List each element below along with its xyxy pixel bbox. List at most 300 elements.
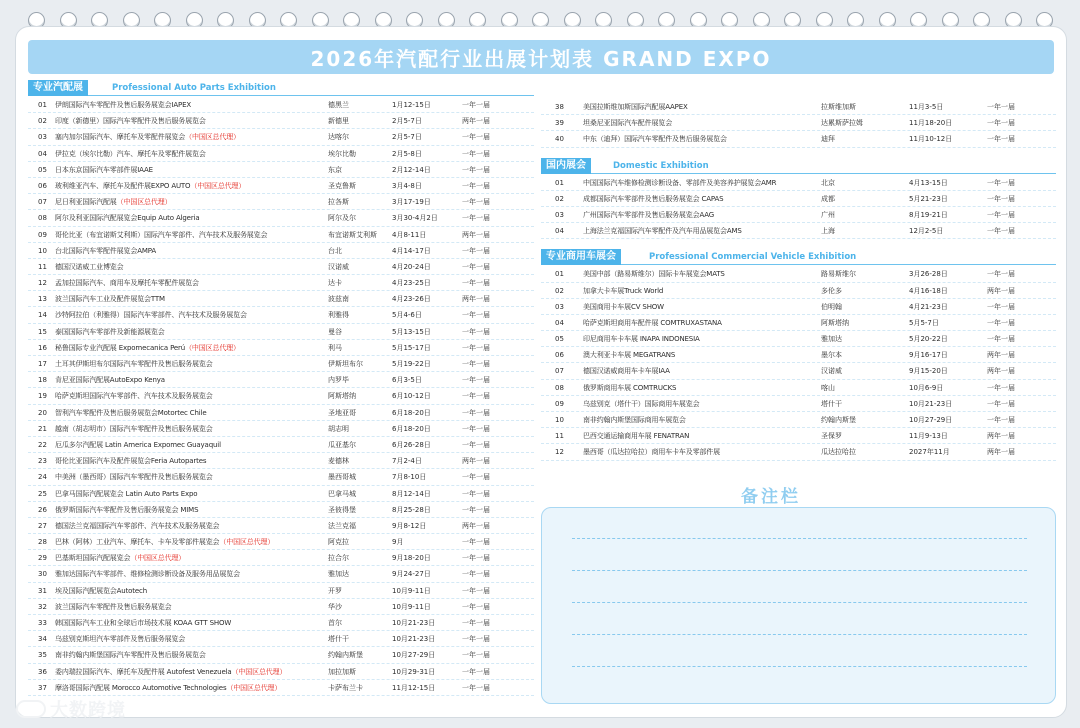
frequency: 一年一届 <box>462 165 490 174</box>
date: 10月27-29日 <box>392 651 436 660</box>
row-number: 32 <box>38 602 47 611</box>
table-row <box>541 283 1056 299</box>
city: 圣彼得堡 <box>328 505 356 514</box>
exhibition-name-text: 孟加拉国际汽车、商用车及摩托车零配件展览会 <box>55 279 199 288</box>
exhibition-name <box>55 275 338 291</box>
city: 内罗毕 <box>328 376 349 385</box>
city: 阿克拉 <box>328 538 349 547</box>
table-row <box>541 191 1056 207</box>
frequency: 一年一届 <box>462 619 490 627</box>
exhibition-name-text: 波兰国际汽车工业及配件展览会TTM <box>55 295 165 304</box>
exhibition-name-text: 阿尔及利亚国际汽配展览会Equip Auto Algeria <box>55 214 200 223</box>
exhibition-name-text: 越南（胡志明市）国际汽车零配件及售后服务展览会 <box>55 424 213 433</box>
row-number: 02 <box>555 194 564 203</box>
row-number: 08 <box>38 214 47 223</box>
city: 胡志明 <box>328 424 349 433</box>
exhibition-name <box>55 388 338 404</box>
row-number: 36 <box>38 667 47 676</box>
exhibition-name-text: 印度（新德里）国际汽车零配件及售后服务展览会 <box>55 117 206 126</box>
table-row <box>28 388 534 404</box>
table-row <box>541 331 1056 347</box>
row-number: 08 <box>555 383 564 392</box>
city: 汉诺威 <box>328 262 349 271</box>
date: 6月10-12日 <box>392 392 431 401</box>
row-number: 24 <box>38 473 47 482</box>
exhibition-name-text: 泰国国际汽车零部件及新能源展览会 <box>55 327 165 336</box>
frequency: 一年一届 <box>987 178 1015 187</box>
exhibition-name-text: 俄罗斯商用车展 COMTRUCKS <box>583 383 677 392</box>
date: 10月21-23日 <box>392 619 436 627</box>
date: 2月5-7日 <box>392 117 422 126</box>
date: 11月12-15日 <box>392 683 436 692</box>
exhibition-name <box>55 162 338 178</box>
date: 6月18-20日 <box>392 408 431 417</box>
city: 约翰内斯堡 <box>821 416 856 424</box>
domestic-list <box>541 175 1056 240</box>
city: 成都 <box>821 194 835 203</box>
exhibition-name-text: 美国拉斯维加斯国际汽配展AAPEX <box>583 103 688 111</box>
exhibition-name-text: 秘鲁国际专业汽配展 Expomecanica Perú <box>55 343 186 352</box>
exhibition-name <box>583 380 845 396</box>
agent-badge: （中国区总代理） <box>185 133 240 142</box>
row-number: 03 <box>555 210 564 219</box>
exhibition-name-text: 波兰国际汽车零配件及售后服务展览会 <box>55 602 172 611</box>
city: 巴拿马城 <box>328 489 356 498</box>
frequency: 一年一届 <box>462 554 490 563</box>
exhibition-name-text: 巴林（阿林）工业汽车、摩托车、卡车及零部件展览会 <box>55 538 220 547</box>
city: 首尔 <box>328 619 342 627</box>
exhibition-name-text: 委内瑞拉国际汽车、摩托车及配件展 Autofest Venezuela <box>55 667 232 676</box>
city: 喀山 <box>821 383 835 392</box>
city: 伊斯坦布尔 <box>328 360 363 368</box>
city: 曼谷 <box>328 327 342 336</box>
table-row <box>541 115 1056 131</box>
date: 4月16-18日 <box>909 286 948 295</box>
table-row <box>28 113 534 129</box>
row-number: 23 <box>38 457 47 466</box>
table-row <box>28 550 534 566</box>
right-column <box>541 99 1056 461</box>
exhibition-name <box>55 615 338 631</box>
frequency: 两年一届 <box>987 448 1015 457</box>
table-row <box>541 266 1056 282</box>
date: 12月2-5日 <box>909 227 944 236</box>
city: 麦德林 <box>328 457 349 466</box>
exhibition-name-text: 巴西交通运输商用车展 FENATRAN <box>583 432 690 441</box>
row-number: 11 <box>555 432 564 441</box>
table-row <box>28 129 534 145</box>
table-row <box>541 380 1056 396</box>
table-row <box>28 307 534 323</box>
agent-badge: （中国区总代理） <box>231 667 287 676</box>
date: 5月15-17日 <box>392 343 431 352</box>
exhibition-name-text: 土耳其伊斯坦布尔国际汽车零配件及售后服务展览会 <box>55 360 213 368</box>
exhibition-name <box>55 243 338 259</box>
frequency: 一年一届 <box>462 473 490 482</box>
frequency: 一年一届 <box>987 335 1015 344</box>
exhibition-name-text: 伊拉克（埃尔比勒）汽车、摩托车及零配件展览会 <box>55 149 206 158</box>
section-header-commercial <box>541 249 1056 265</box>
row-number: 40 <box>555 135 564 144</box>
table-row <box>541 175 1056 191</box>
section-label-cn: 专业汽配展 <box>28 80 88 96</box>
frequency: 一年一届 <box>462 570 490 579</box>
exhibition-name <box>583 428 845 444</box>
row-number: 06 <box>555 351 564 360</box>
exhibition-name <box>55 599 338 615</box>
row-number: 26 <box>38 505 47 514</box>
frequency: 两年一届 <box>987 286 1015 295</box>
date: 9月24-27日 <box>392 570 431 579</box>
row-number: 20 <box>38 408 47 417</box>
row-number: 11 <box>38 262 47 271</box>
exhibition-name-text: 墨西哥（瓜达拉哈拉）商用车卡车及零部件展 <box>583 448 720 457</box>
left-column <box>28 80 534 696</box>
exhibition-name-text: 巴拿马国际汽配展览会 Latin Auto Parts Expo <box>55 489 198 498</box>
frequency: 一年一届 <box>462 440 490 449</box>
section-label-cn: 国内展会 <box>541 158 591 174</box>
frequency: 一年一届 <box>987 135 1015 144</box>
exhibition-name-text: 广州国际汽车零部件及售后服务展览会AAG <box>583 210 715 219</box>
row-number: 25 <box>38 489 47 498</box>
city: 圣保罗 <box>821 432 842 441</box>
city: 拉合尔 <box>328 554 349 563</box>
exhibition-name <box>583 315 845 331</box>
city: 拉各斯 <box>328 198 349 207</box>
table-row <box>28 664 534 680</box>
exhibition-name <box>55 291 338 307</box>
table-row <box>541 412 1056 428</box>
row-number: 02 <box>38 117 47 126</box>
date: 8月12-14日 <box>392 489 431 498</box>
date: 10月9-11日 <box>392 586 431 595</box>
date: 5月13-15日 <box>392 327 431 336</box>
exhibition-name-text: 雅加达国际汽车零部件、维修检测诊断设备及服务用品展览会 <box>55 570 240 579</box>
table-row <box>28 194 534 210</box>
frequency: 两年一届 <box>987 432 1015 441</box>
exhibition-name <box>55 421 338 437</box>
row-number: 29 <box>38 554 47 563</box>
row-number: 04 <box>38 149 47 158</box>
exhibition-name-text: 德国法兰克福国际汽车零部件、汽车技术及服务展览会 <box>55 521 220 530</box>
frequency: 一年一届 <box>987 302 1015 311</box>
frequency: 一年一届 <box>462 262 490 271</box>
frequency: 两年一届 <box>462 521 490 530</box>
frequency: 一年一届 <box>462 181 490 190</box>
exhibition-name <box>583 175 845 191</box>
date: 5月5-7日 <box>909 318 939 327</box>
exhibition-name-text: 智利汽车零配件及售后服务展览会Motortec Chile <box>55 408 207 417</box>
frequency: 一年一届 <box>987 383 1015 392</box>
section-label-cn: 专业商用车展会 <box>541 249 621 265</box>
exhibition-name <box>55 583 338 599</box>
city: 雅加达 <box>821 335 842 344</box>
exhibition-name-text: 巴基斯坦国际汽配展览会 <box>55 554 131 563</box>
exhibition-name <box>583 207 845 223</box>
city: 墨西哥城 <box>328 473 356 482</box>
frequency: 一年一届 <box>462 133 490 142</box>
date: 5月19-22日 <box>392 360 431 368</box>
row-number: 10 <box>38 246 47 255</box>
table-row <box>28 615 534 631</box>
table-row <box>28 469 534 485</box>
exhibition-name-text: 南非约翰内斯堡国际商用车展览会 <box>583 416 686 424</box>
city: 阿尔及尔 <box>328 214 356 223</box>
date: 6月3-5日 <box>392 376 422 385</box>
city: 圣克鲁斯 <box>328 181 356 190</box>
date: 10月9-11日 <box>392 602 431 611</box>
table-row <box>28 502 534 518</box>
row-number: 33 <box>38 619 47 627</box>
watermark <box>16 696 126 722</box>
exhibition-name <box>55 372 338 388</box>
exhibition-name <box>55 307 338 323</box>
exhibition-name-text: 肯尼亚国际汽配展AutoExpo Kenya <box>55 376 165 385</box>
frequency: 一年一届 <box>987 399 1015 408</box>
table-row <box>28 275 534 291</box>
frequency: 一年一届 <box>462 408 490 417</box>
date: 2月5-8日 <box>392 149 422 158</box>
date: 4月8-11日 <box>392 230 427 239</box>
table-row <box>541 223 1056 239</box>
row-number: 05 <box>38 165 47 174</box>
frequency: 一年一届 <box>462 376 490 385</box>
exhibition-name-text: 哈萨克斯坦国际汽车零部件、汽车技术及服务展览会 <box>55 392 213 401</box>
row-number: 15 <box>38 327 47 336</box>
table-row <box>28 534 534 550</box>
city: 伯明翰 <box>821 302 842 311</box>
exhibition-name <box>55 97 338 113</box>
exhibition-name <box>55 680 338 696</box>
exhibition-name-text: 塞内加尔国际汽车、摩托车及零配件展览会 <box>55 133 186 142</box>
row-number: 02 <box>555 286 564 295</box>
exhibition-name <box>55 324 338 340</box>
exhibition-name-text: 美国中部（路易斯维尔）国际卡车展览会MATS <box>583 270 725 279</box>
date: 3月4-8日 <box>392 181 422 190</box>
frequency: 一年一届 <box>462 214 490 223</box>
date: 8月19-21日 <box>909 210 948 219</box>
date: 4月13-15日 <box>909 178 948 187</box>
table-row <box>541 347 1056 363</box>
exhibition-name <box>55 129 338 145</box>
note-line <box>572 570 1027 571</box>
row-number: 28 <box>38 538 47 547</box>
row-number: 30 <box>38 570 47 579</box>
exhibition-name <box>583 99 845 115</box>
frequency: 两年一届 <box>462 295 490 304</box>
exhibition-name-text: 埃及国际汽配展览会Autotech <box>55 586 148 595</box>
city: 圣地亚哥 <box>328 408 356 417</box>
frequency: 一年一届 <box>987 210 1015 219</box>
exhibition-name-text: 南非约翰内斯堡国际汽车零配件及售后服务展览会 <box>55 651 206 660</box>
exhibition-name-text: 中东（迪拜）国际汽车零配件及售后服务展览会 <box>583 135 727 144</box>
city: 埃尔比勒 <box>328 149 356 158</box>
exhibition-name-text: 德国汉诺威商用车卡车展IAA <box>583 367 670 376</box>
agent-badge: （中国区总代理） <box>130 554 186 563</box>
table-row <box>28 437 534 453</box>
city: 汉诺威 <box>821 367 842 376</box>
table-row <box>541 299 1056 315</box>
row-number: 01 <box>555 178 564 187</box>
exhibition-name <box>55 631 338 647</box>
exhibition-name-text: 玻利维亚汽车、摩托车及配件展EXPO AUTO <box>55 181 191 190</box>
frequency: 一年一届 <box>987 194 1015 203</box>
frequency: 一年一届 <box>987 103 1015 111</box>
notes-title: 备注栏 <box>741 487 801 507</box>
exhibition-name-text: 中美洲（墨西哥）国际汽车零配件及售后服务展览会 <box>55 473 213 482</box>
date: 2月12-14日 <box>392 165 431 174</box>
auto-parts-list <box>28 97 534 696</box>
exhibition-name <box>55 210 338 226</box>
watermark-logo-icon <box>16 700 46 718</box>
city: 达喀尔 <box>328 133 349 142</box>
section-header-auto-parts <box>28 80 534 96</box>
date: 7月8-10日 <box>392 473 427 482</box>
frequency: 一年一届 <box>462 424 490 433</box>
date: 4月23-25日 <box>392 279 431 288</box>
exhibition-name <box>55 259 338 275</box>
row-number: 18 <box>38 376 47 385</box>
city: 卡萨布兰卡 <box>328 683 363 692</box>
exhibition-name <box>55 437 338 453</box>
exhibition-name-text: 乌兹别克（塔什干）国际商用车展览会 <box>583 399 700 408</box>
table-row <box>28 599 534 615</box>
date: 3月26-28日 <box>909 270 948 279</box>
frequency: 一年一届 <box>462 667 490 676</box>
exhibition-name-text: 伊朗国际汽车零配件及售后服务展览会IAPEX <box>55 101 191 109</box>
frequency: 一年一届 <box>462 538 490 547</box>
exhibition-name <box>55 518 338 534</box>
row-number: 01 <box>38 101 47 109</box>
title-bar <box>28 40 1054 74</box>
date: 11月3-5日 <box>909 103 944 111</box>
exhibition-name-text: 厄瓜多尔汽配展 Latin America Expomec Guayaquil <box>55 440 221 449</box>
exhibition-name-text: 日本东京国际汽车零部件展IAAE <box>55 165 153 174</box>
exhibition-name <box>55 647 338 663</box>
table-row <box>28 97 534 113</box>
city: 路易斯维尔 <box>821 270 856 279</box>
city: 迪拜 <box>821 135 835 144</box>
frequency: 一年一届 <box>462 602 490 611</box>
row-number: 12 <box>555 448 564 457</box>
table-row <box>541 99 1056 115</box>
frequency: 两年一届 <box>462 230 490 239</box>
exhibition-name <box>583 299 845 315</box>
date: 10月21-23日 <box>392 635 436 644</box>
frequency: 一年一届 <box>462 246 490 255</box>
section-header-domestic <box>541 158 1056 174</box>
date: 8月25-28日 <box>392 505 431 514</box>
city: 达卡 <box>328 279 342 288</box>
date: 4月20-24日 <box>392 262 431 271</box>
frequency: 一年一届 <box>987 119 1015 128</box>
city: 开罗 <box>328 586 342 595</box>
row-number: 07 <box>38 198 47 207</box>
exhibition-name <box>583 396 845 412</box>
exhibition-name <box>55 486 338 502</box>
table-row <box>541 315 1056 331</box>
frequency: 一年一届 <box>462 489 490 498</box>
exhibition-name <box>55 534 338 550</box>
row-number: 34 <box>38 635 47 644</box>
exhibition-name-text: 美国商用卡车展CV SHOW <box>583 302 664 311</box>
table-row <box>541 207 1056 223</box>
exhibition-name-text: 成都国际汽车零部件及售后服务展览会 CAPAS <box>583 194 724 203</box>
frequency: 一年一届 <box>462 683 490 692</box>
city: 上海 <box>821 227 835 236</box>
exhibition-name <box>55 356 338 372</box>
row-number: 13 <box>38 295 47 304</box>
agent-badge: （中国区总代理） <box>190 181 246 190</box>
exhibition-name-text: 哈萨克斯坦商用车配件展 COMTRUXASTANA <box>583 318 722 327</box>
table-row <box>28 631 534 647</box>
frequency: 一年一届 <box>462 279 490 288</box>
date: 4月14-17日 <box>392 246 431 255</box>
date: 6月26-28日 <box>392 440 431 449</box>
row-number: 12 <box>38 279 47 288</box>
section-label-en: Professional Auto Parts Exhibition <box>112 83 276 93</box>
auto-parts-list-continued <box>541 99 1056 148</box>
frequency: 一年一届 <box>462 343 490 352</box>
table-row <box>28 421 534 437</box>
date: 1月12-15日 <box>392 101 431 109</box>
date: 11月18-20日 <box>909 119 953 128</box>
table-row <box>28 680 534 696</box>
table-row <box>541 131 1056 147</box>
row-number: 38 <box>555 103 564 111</box>
frequency: 一年一届 <box>462 392 490 401</box>
frequency: 一年一届 <box>462 311 490 320</box>
agent-badge: （中国区总代理） <box>226 683 282 692</box>
city: 塔什干 <box>821 399 842 408</box>
city: 塔什干 <box>328 635 349 644</box>
date: 5月21-23日 <box>909 194 948 203</box>
table-row <box>28 486 534 502</box>
exhibition-name-text: 摩洛哥国际汽配展 Morocco Automotive Technologies <box>55 683 227 692</box>
date: 2027年11月 <box>909 448 950 457</box>
city: 德黑兰 <box>328 101 349 109</box>
exhibition-name <box>583 412 845 428</box>
table-row <box>28 146 534 162</box>
exhibition-name <box>583 331 845 347</box>
exhibition-name-text: 哥伦比亚（布宜诺斯艾利斯）国际汽车零部件、汽车技术及服务展览会 <box>55 230 268 239</box>
city: 瓜亚基尔 <box>328 440 356 449</box>
exhibition-name-text: 上海法兰克福国际汽车零配件及汽车用品展览会AMS <box>583 227 742 236</box>
date: 9月15-20日 <box>909 367 948 376</box>
exhibition-name-text: 俄罗斯国际汽车零配件及售后服务展览会 MIMS <box>55 505 199 514</box>
row-number: 37 <box>38 683 47 692</box>
frequency: 一年一届 <box>462 198 490 207</box>
exhibition-name-text: 坦桑尼亚国际汽车配件展览会 <box>583 119 673 128</box>
table-row <box>28 453 534 469</box>
table-row <box>28 324 534 340</box>
exhibition-name-text: 乌兹别克斯坦汽车零部件及售后服务展览会 <box>55 635 186 644</box>
row-number: 05 <box>555 335 564 344</box>
city: 布宜诺斯艾利斯 <box>328 230 377 239</box>
date: 10月21-23日 <box>909 399 953 408</box>
city: 利雅得 <box>328 311 349 320</box>
frequency: 一年一届 <box>462 360 490 368</box>
date: 11月10-12日 <box>909 135 953 144</box>
exhibition-name <box>583 131 845 147</box>
date: 3月17-19日 <box>392 198 431 207</box>
frequency: 一年一届 <box>987 227 1015 236</box>
notes-box[interactable] <box>541 507 1056 704</box>
city: 法兰克福 <box>328 521 356 530</box>
frequency: 一年一届 <box>987 318 1015 327</box>
frequency: 一年一届 <box>462 586 490 595</box>
commercial-list <box>541 266 1056 460</box>
